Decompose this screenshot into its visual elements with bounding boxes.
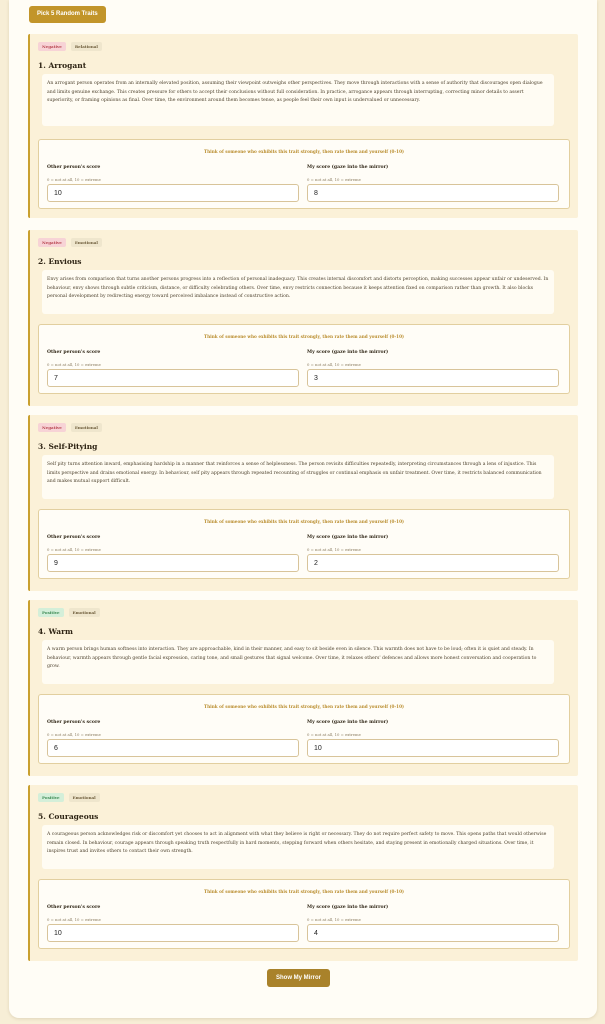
valence-badge: Negative — [38, 42, 66, 51]
my-score-input[interactable]: 8 — [307, 184, 559, 202]
rating-panel — [38, 694, 570, 764]
valence-badge: Positive — [38, 608, 64, 617]
trait-description: A courageous person acknowledges risk or discomfort yet chooses to act in alignment with what they believe is right or necessary. They do not require perfect safety to move. This opens paths that would otherwise remain closed. In behaviour, courage appears through speaking truth respectfully in hard moments, stepping forward when others hesitate, and staying present in emotionally charged situations. Over time, it inspires trust and invites others to contact their own strength. — [42, 825, 554, 869]
my-score-input[interactable]: 2 — [307, 554, 559, 572]
other-score-input[interactable]: 10 — [47, 924, 299, 942]
pick-random-traits-button[interactable]: Pick 5 Random Traits — [29, 6, 106, 23]
category-badge: Emotional — [71, 423, 102, 432]
rating-prompt: Think of someone who exhibits this trait strongly, then rate them and yourself (0-10) — [204, 334, 404, 339]
my-score-input[interactable]: 4 — [307, 924, 559, 942]
rating-prompt: Think of someone who exhibits this trait strongly, then rate them and yourself (0-10) — [204, 519, 404, 524]
trait-description: Envy arises from comparison that turns another persons progress into a reflection of personal inadequacy. This creates internal discomfort and distorts perception, making successes appear unfair or undeserved. In behaviour, envy shows through subtle criticism, distance, or difficulty celebrating others. Over time, envy restricts connection because it keeps attention fixed on comparison rather than growth. It also blocks personal development by redirecting energy toward perceived imbalance instead of constructive action. — [42, 270, 554, 314]
trait-title: 2. Envious — [38, 257, 82, 266]
my-score-label: My score (gaze into the mirror) — [307, 350, 389, 355]
my-score-label: My score (gaze into the mirror) — [307, 720, 389, 725]
other-score-label: Other person's score — [47, 350, 101, 355]
rating-panel — [38, 324, 570, 394]
my-score-label: My score (gaze into the mirror) — [307, 905, 389, 910]
other-score-label: Other person's score — [47, 165, 101, 170]
rating-prompt: Think of someone who exhibits this trait strongly, then rate them and yourself (0-10) — [204, 149, 404, 154]
other-score-label: Other person's score — [47, 535, 101, 540]
trait-description: An arrogant person operates from an internally elevated position, assuming their viewpoint outweighs other perspectives. They move through interactions with a sense of authority that discourages open dialogue and limits genuine exchange. This creates pressure for others to accept their conclusions without full consideration. In practice, arrogance appears through interrupting, correcting minor details to assert superiority, or framing opinions as final. Over time, the environment around them becomes tense, as people feel their own input is undervalued or unnecessary. — [42, 74, 554, 126]
rating-panel — [38, 879, 570, 949]
valence-badge: Positive — [38, 793, 64, 802]
rating-panel — [38, 509, 570, 579]
other-score-input[interactable]: 6 — [47, 739, 299, 757]
category-badge: Emotional — [69, 793, 100, 802]
trait-card-self-pitying — [28, 415, 578, 591]
other-score-input[interactable]: 10 — [47, 184, 299, 202]
other-score-label: Other person's score — [47, 905, 101, 910]
other-score-label: Other person's score — [47, 720, 101, 725]
trait-description: Self pity turns attention inward, emphasising hardship in a manner that reinforces a sense of helplessness. The person revisits difficulties repeatedly, interpreting circumstances through a lens of injustice. This limits perspective and drains emotional energy. In behaviour, self pity appears through repeated recounting of struggles or continual emphasis on unfair treatment. Over time, it restricts balanced communication and makes mutual support difficult. — [42, 455, 554, 499]
my-score-hint: 0 = not at all, 10 = extreme — [307, 177, 361, 182]
other-score-hint: 0 = not at all, 10 = extreme — [47, 917, 101, 922]
trait-card-courageous — [28, 785, 578, 961]
trait-card-arrogant — [28, 34, 578, 218]
other-score-hint: 0 = not at all, 10 = extreme — [47, 547, 101, 552]
other-score-input[interactable]: 7 — [47, 369, 299, 387]
show-my-mirror-button[interactable]: Show My Mirror — [267, 969, 330, 987]
rating-panel — [38, 139, 570, 209]
trait-card-envious — [28, 230, 578, 406]
my-score-input[interactable]: 3 — [307, 369, 559, 387]
category-badge: Relational — [71, 42, 102, 51]
trait-title: 3. Self-Pitying — [38, 442, 98, 451]
valence-badge: Negative — [38, 423, 66, 432]
trait-description: A warm person brings human softness into interaction. They are approachable, kind in their manner, and easy to sit beside even in silence. This warmth does not have to be loud; often it is quiet and steady. In behaviour, warmth appears through gentle facial expression, caring tone, and small gestures that signal welcome. Over time, it relaxes others' defences and allows more honest conversation and cooperation to grow. — [42, 640, 554, 684]
valence-badge: Negative — [38, 238, 66, 247]
trait-title: 4. Warm — [38, 627, 73, 636]
my-score-hint: 0 = not at all, 10 = extreme — [307, 547, 361, 552]
my-score-hint: 0 = not at all, 10 = extreme — [307, 732, 361, 737]
trait-card-warm — [28, 600, 578, 776]
my-score-hint: 0 = not at all, 10 = extreme — [307, 917, 361, 922]
other-score-input[interactable]: 9 — [47, 554, 299, 572]
trait-title: 1. Arrogant — [38, 61, 87, 70]
my-score-input[interactable]: 10 — [307, 739, 559, 757]
rating-prompt: Think of someone who exhibits this trait strongly, then rate them and yourself (0-10) — [204, 889, 404, 894]
my-score-label: My score (gaze into the mirror) — [307, 165, 389, 170]
category-badge: Emotional — [71, 238, 102, 247]
my-score-hint: 0 = not at all, 10 = extreme — [307, 362, 361, 367]
trait-title: 5. Courageous — [38, 812, 99, 821]
my-score-label: My score (gaze into the mirror) — [307, 535, 389, 540]
other-score-hint: 0 = not at all, 10 = extreme — [47, 362, 101, 367]
category-badge: Emotional — [69, 608, 100, 617]
other-score-hint: 0 = not at all, 10 = extreme — [47, 732, 101, 737]
rating-prompt: Think of someone who exhibits this trait strongly, then rate them and yourself (0-10) — [204, 704, 404, 709]
other-score-hint: 0 = not at all, 10 = extreme — [47, 177, 101, 182]
